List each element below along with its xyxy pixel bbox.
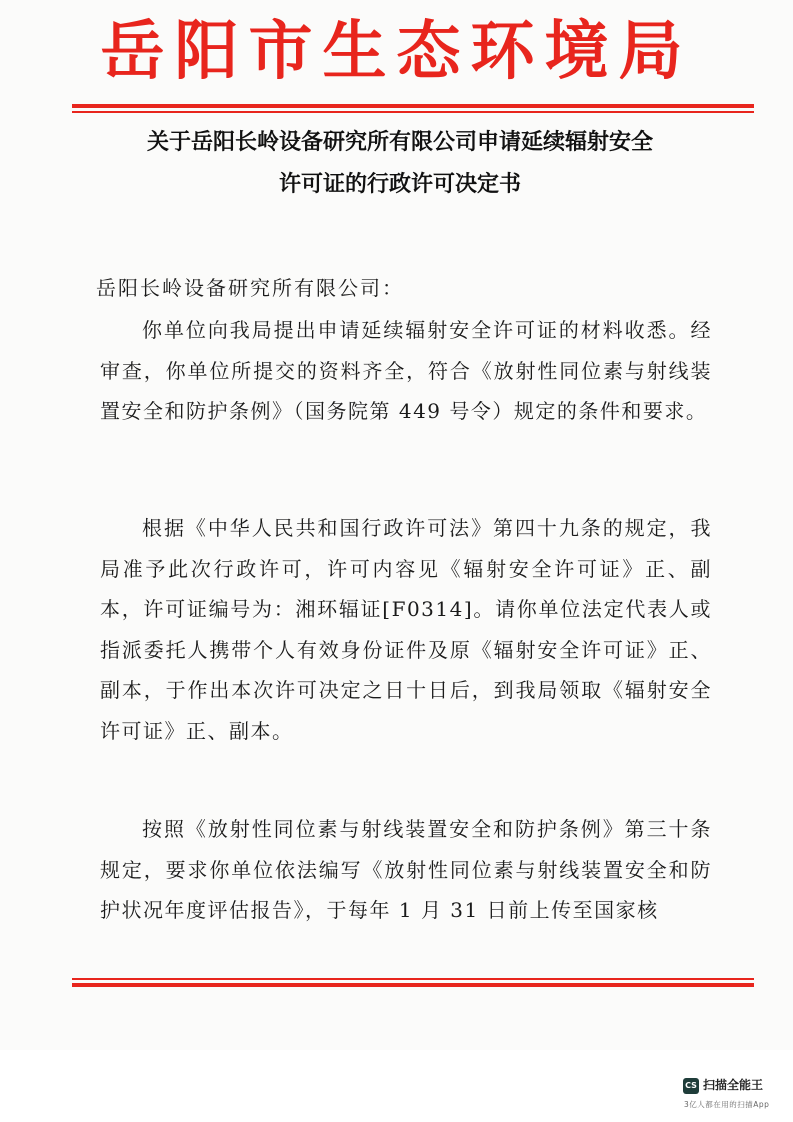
letterhead-rule-thick (72, 104, 754, 108)
body-paragraph: 你单位向我局提出申请延续辐射安全许可证的材料收悉。经审查，你单位所提交的资料齐全，符合《放射性同位素与射线装置安全和防护条例》（国务院第 449 号令）规定的条件和要求。 (100, 318, 712, 423)
footer-rule-thick (72, 983, 754, 987)
scanner-tagline: 3亿人都在用的扫描App (684, 1100, 770, 1109)
body-paragraph: 根据《中华人民共和国行政许可法》第四十九条的规定，我局准予此次行政许可，许可内容见《辐射安全许可证》正、副本，许可证编号为：湘环辐证[F0314]。请你单位法定代表人或指派委托人携带个人有效身份证件及原《辐射安全许可证》正、副本，于作出本次许可决定之日十日后，到我局领取《辐射安全许可证》正、副本。 (100, 516, 712, 743)
body-paragraph: 按照《放射性同位素与射线装置安全和防护条例》第三十条规定，要求你单位依法编写《放射性同位素与射线装置安全和防护状况年度评估报告》，于每年 1 月 31 日前上传至国家核 (100, 817, 712, 922)
footer-rule-thin (72, 978, 754, 980)
document-title-line1: 关于岳阳长岭设备研究所有限公司申请延续辐射安全 (146, 130, 653, 155)
addressee: 岳阳长岭设备研究所有限公司： (96, 276, 404, 300)
scanner-brand: 扫描全能王 (703, 1078, 764, 1092)
camscanner-logo-icon: CS (683, 1078, 699, 1094)
agency-letterhead: 岳阳市生态环境局 (100, 15, 693, 89)
scanner-footer (0, 1050, 793, 1122)
document-title-line2: 许可证的行政许可决定书 (278, 172, 521, 197)
letterhead-rule-thin (72, 111, 754, 113)
